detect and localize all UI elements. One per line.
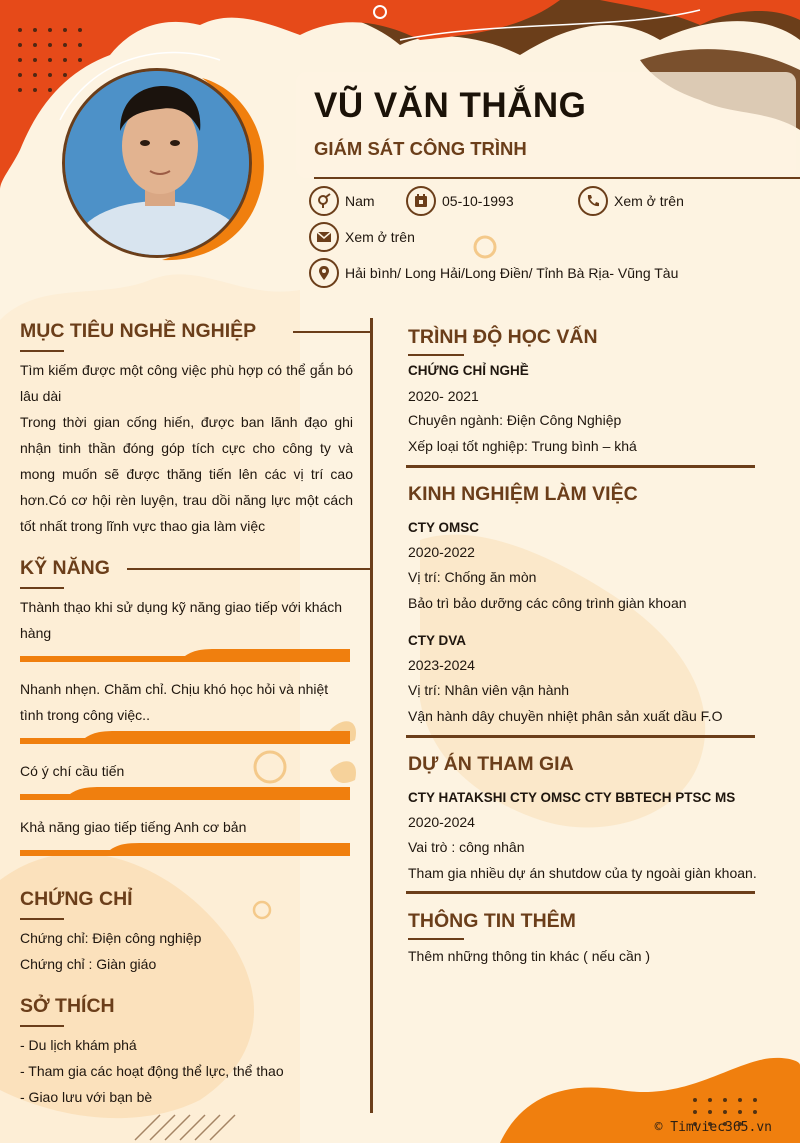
job-period: 2020-2022 xyxy=(408,544,475,560)
objective-connector xyxy=(293,331,373,333)
skills-heading: KỸ NĂNG xyxy=(20,557,110,579)
column-divider xyxy=(370,318,373,1113)
objective-underline xyxy=(20,350,64,352)
objective-text-2: Trong thời gian cống hiến, được ban lãnh đạo ghi nhận tinh thần đóng góp tích cực cho công ty và mong muốn sẽ được thăng tiến lên các vị trí cao hơn.Có cơ hội rèn luyện, trau dồi năng lực một cách tốt nhất trong lĩnh vực thao gia làm việc xyxy=(20,414,353,534)
experience-heading: KINH NGHIỆM LÀM VIỆC xyxy=(408,483,638,505)
phone-icon xyxy=(578,186,608,216)
skill-label: Thành thạo khi sử dụng kỹ năng giao tiếp với khách hàng xyxy=(20,599,343,641)
email-icon xyxy=(309,222,339,252)
education-underline xyxy=(408,354,464,356)
skill-bar xyxy=(20,787,350,801)
more-info-heading: THÔNG TIN THÊM xyxy=(408,910,576,932)
phone-value: Xem ở trên xyxy=(614,193,684,209)
hobbies-underline xyxy=(20,1025,64,1027)
job-description: Bảo trì bảo dưỡng các công trình giàn khoan xyxy=(408,595,687,611)
header-divider xyxy=(314,177,800,179)
skill-bar xyxy=(20,843,350,857)
info-birthday xyxy=(406,186,514,216)
education-period: 2020- 2021 xyxy=(408,388,479,404)
address-value: Hải bình/ Long Hải/Long Điền/ Tỉnh Bà Rịa- Vũng Tàu xyxy=(345,265,679,281)
education-grade: Xếp loại tốt nghiệp: Trung bình – khá xyxy=(408,438,637,454)
skill-label: Khả năng giao tiếp tiếng Anh cơ bản xyxy=(20,819,247,835)
skills-underline xyxy=(20,587,64,589)
calendar-icon xyxy=(406,186,436,216)
job-description: Vận hành dây chuyền nhiệt phân sản xuất dầu F.O xyxy=(408,708,723,724)
location-pin-icon xyxy=(309,258,339,288)
certificate-item: Chứng chỉ: Điện công nghiệp xyxy=(20,930,202,946)
section-separator xyxy=(406,735,755,738)
skill-bar xyxy=(20,649,350,663)
more-info-text: Thêm những thông tin khác ( nếu cần ) xyxy=(408,948,651,964)
certificates-heading: CHỨNG CHỈ xyxy=(20,888,133,910)
info-phone xyxy=(578,186,684,216)
certificate-item: Chứng chỉ : Giàn giáo xyxy=(20,956,157,972)
skills-connector xyxy=(127,568,373,570)
hobby-item: - Du lịch khám phá xyxy=(20,1037,137,1053)
job-position: Vị trí: Chống ăn mòn xyxy=(408,569,537,585)
gender-value: Nam xyxy=(345,193,375,209)
project-role: Vai trò : công nhân xyxy=(408,839,525,855)
job-title: GIÁM SÁT CÔNG TRÌNH xyxy=(314,138,527,159)
avatar-frame xyxy=(52,62,272,272)
skill-label: Có ý chí cầu tiến xyxy=(20,763,125,779)
birthday-value: 05-10-1993 xyxy=(442,193,514,209)
email-value: Xem ở trên xyxy=(345,229,415,245)
watermark: © Timviec365.vn xyxy=(654,1120,772,1135)
full-name: VŨ VĂN THẮNG xyxy=(314,86,587,125)
certificates-underline xyxy=(20,918,64,920)
hobbies-heading: SỞ THÍCH xyxy=(20,995,115,1017)
skill-bar xyxy=(20,731,350,745)
info-address xyxy=(309,258,678,288)
job-period: 2023-2024 xyxy=(408,657,475,673)
project-name: CTY HATAKSHI CTY OMSC CTY BBTECH PTSC MS xyxy=(408,790,736,805)
education-major: Chuyên ngành: Điện Công Nghiệp xyxy=(408,412,622,428)
hobby-item: - Giao lưu với bạn bè xyxy=(20,1089,153,1105)
job-company: CTY DVA xyxy=(408,633,467,648)
job-position: Vị trí: Nhân viên vận hành xyxy=(408,682,570,698)
project-description: Tham gia nhiều dự án shutdow của ty ngoài giàn khoan. xyxy=(408,865,757,881)
skill-label: Nhanh nhẹn. Chăm chỉ. Chịu khó học hỏi và nhiệt tình trong công việc.. xyxy=(20,681,329,723)
projects-heading: DỰ ÁN THAM GIA xyxy=(408,753,574,775)
job-company: CTY OMSC xyxy=(408,520,480,535)
gender-icon xyxy=(309,186,339,216)
hobby-item: - Tham gia các hoạt động thể lực, thể thao xyxy=(20,1063,284,1079)
education-school: CHỨNG CHỈ NGHỀ xyxy=(408,363,529,378)
profile-photo xyxy=(62,68,252,258)
section-separator xyxy=(406,465,755,468)
more-info-underline xyxy=(408,938,464,940)
section-separator xyxy=(406,891,755,894)
education-heading: TRÌNH ĐỘ HỌC VẤN xyxy=(408,326,598,348)
info-gender xyxy=(309,186,375,216)
objective-heading: MỤC TIÊU NGHỀ NGHIỆP xyxy=(20,320,257,342)
project-period: 2020-2024 xyxy=(408,814,475,830)
objective-text-1: Tìm kiếm được một công việc phù hợp có thể gắn bó lâu dài xyxy=(20,362,353,404)
info-email xyxy=(309,222,415,252)
